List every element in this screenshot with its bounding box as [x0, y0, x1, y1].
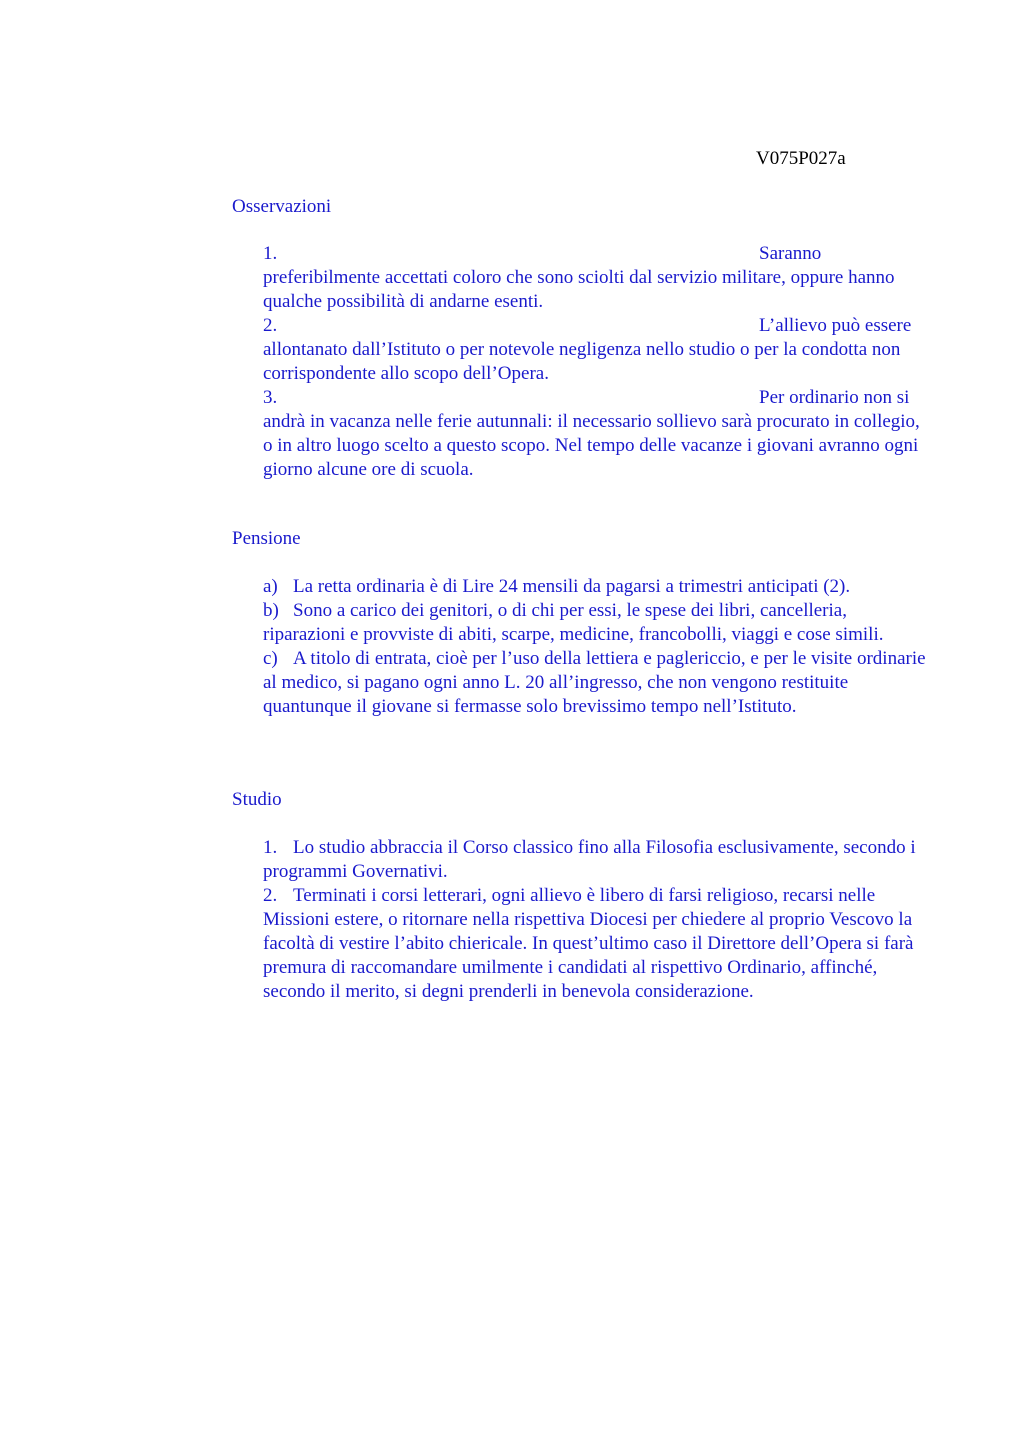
observation-item-1-header — [263, 242, 933, 266]
observations-list — [263, 242, 933, 482]
study-item-1 — [263, 836, 933, 884]
observation-text: allontanato dall’Istituto o per notevole negligenza nello studio o per la condotta non corrispondente allo scopo dell’Opera. — [263, 339, 901, 384]
study-marker: 1. — [263, 837, 278, 858]
observation-item-3 — [263, 386, 933, 482]
observation-item-2 — [263, 314, 933, 386]
observation-text: andrà in vacanza nelle ferie autunnali: il necessario sollievo sarà procurato in collegio, o in altro luogo scelto a questo scopo. Nel tempo delle vacanze i giovani avranno ogni giorno alcune ore di scuola. — [263, 411, 920, 480]
pension-text: A titolo di entrata, cioè per l’uso della lettiera e paglericcio, e per le visite ordinarie al medico, si pagano ogni anno L. 20 all’ingresso, che non vengono restituite quantunque il giovane si fermasse solo brevissimo tempo nell’Istituto. — [263, 648, 926, 717]
pension-item-c — [263, 647, 933, 719]
pension-item-b — [263, 599, 933, 647]
observation-item-3-header — [263, 386, 933, 410]
observation-text: preferibilmente accettati coloro che sono sciolti dal servizio militare, oppure hanno qualche possibilità di andarne esenti. — [263, 267, 895, 312]
pension-marker: b) — [263, 600, 279, 621]
pension-list — [263, 575, 933, 719]
study-item-2 — [263, 884, 933, 1004]
study-text: Terminati i corsi letterari, ogni allievo è libero di farsi religioso, recarsi nelle Missioni estere, o ritornare nella rispettiva Diocesi per chiedere al proprio Vescovo la facoltà di vestire l’abito chiericale. In quest’ultimo caso il Direttore dell’Opera si farà premura di raccomandare umilmente i candidati al rispettivo Ordinario, affinché, secondo il merito, si degni prenderli in benevola considerazione. — [263, 885, 914, 1002]
observation-lead: Per ordinario non si — [759, 387, 910, 408]
observation-number: 3. — [263, 387, 278, 408]
section-heading-pension: Pensione — [232, 528, 301, 549]
study-list — [263, 836, 933, 1004]
section-heading-study: Studio — [232, 789, 282, 810]
pension-text: La retta ordinaria è di Lire 24 mensili da pagarsi a trimestri anticipati (2). — [293, 576, 851, 597]
pension-marker: a) — [263, 576, 278, 597]
study-text: Lo studio abbraccia il Corso classico fino alla Filosofia esclusivamente, secondo i programmi Governativi. — [263, 837, 916, 882]
pension-marker: c) — [263, 648, 278, 669]
observation-item-2-header — [263, 314, 933, 338]
document-reference-code: V075P027a — [756, 148, 846, 169]
observation-lead: L’allievo può essere — [759, 315, 912, 336]
observation-lead: Saranno — [759, 243, 822, 264]
study-marker: 2. — [263, 885, 278, 906]
observation-item-1 — [263, 242, 933, 314]
observation-number: 1. — [263, 243, 278, 264]
pension-text: Sono a carico dei genitori, o di chi per essi, le spese dei libri, cancelleria, riparazioni e provviste di abiti, scarpe, medicine, francobolli, viaggi e cose simili. — [263, 600, 884, 645]
observation-number: 2. — [263, 315, 278, 336]
pension-item-a — [263, 575, 933, 599]
section-heading-observations: Osservazioni — [232, 196, 332, 217]
